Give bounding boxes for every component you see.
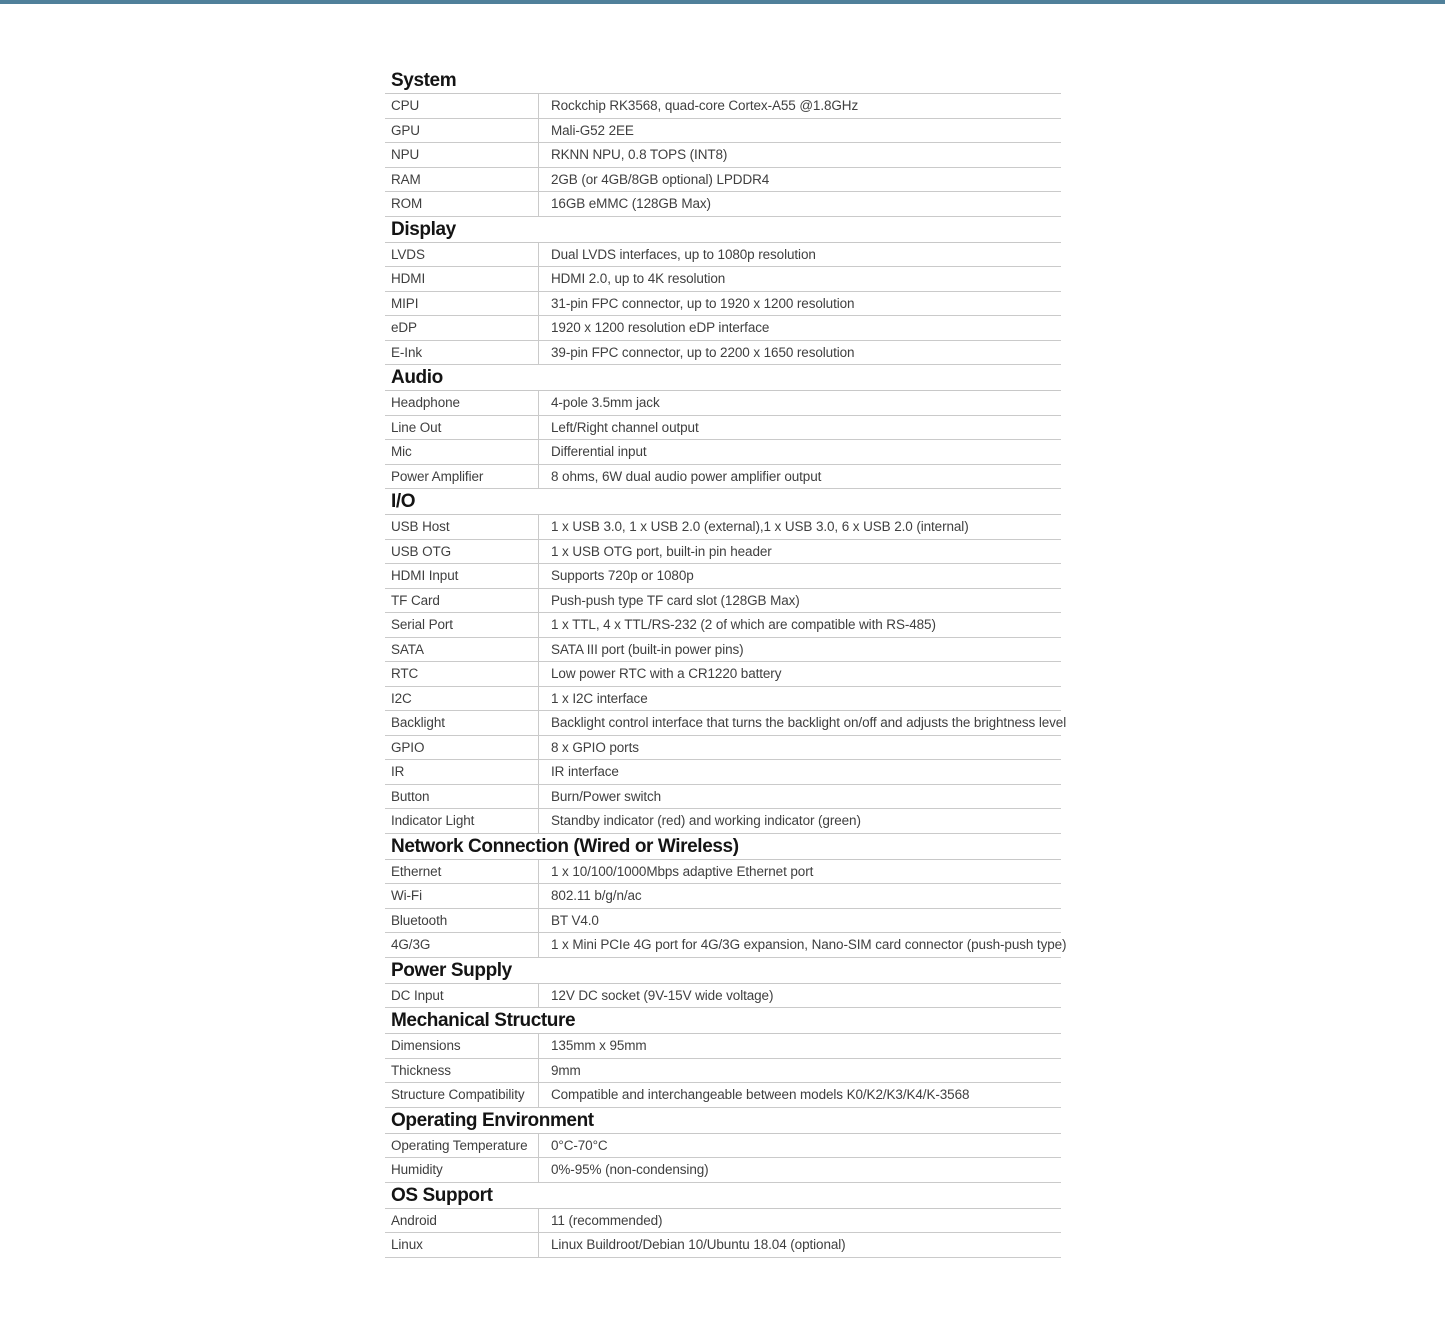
section-rows (385, 984, 1061, 1009)
spec-value: HDMI 2.0, up to 4K resolution (551, 271, 726, 286)
spec-value: Left/Right channel output (551, 419, 699, 435)
spec-row (385, 760, 1061, 785)
spec-label: LVDS (385, 243, 539, 267)
spec-row (385, 1134, 1061, 1159)
spec-value: Rockchip RK3568, quad-core Cortex-A55 @1.8GHz (551, 98, 859, 113)
spec-label: Wi-Fi (385, 884, 539, 908)
spec-label: CPU (385, 94, 539, 118)
spec-row (385, 613, 1061, 638)
spec-row (385, 465, 1061, 490)
spec-row (385, 860, 1061, 885)
spec-label: Backlight (385, 711, 539, 735)
spec-label: Bluetooth (385, 909, 539, 933)
section-rows (385, 515, 1067, 834)
spec-label: Thickness (385, 1059, 539, 1083)
spec-label: GPU (385, 119, 539, 143)
spec-value: 0%-95% (non-condensing) (551, 1162, 709, 1177)
spec-row (385, 143, 1061, 168)
spec-label: Humidity (385, 1158, 539, 1182)
section-title: Power Supply (385, 958, 1061, 984)
spec-value: BT V4.0 (551, 912, 599, 928)
section-rows (385, 94, 1061, 217)
section-title: Display (385, 217, 1061, 243)
spec-row (385, 711, 1067, 736)
spec-section (385, 217, 1061, 366)
spec-row (385, 1083, 1061, 1108)
spec-value: SATA III port (built-in power pins) (551, 641, 744, 657)
spec-value: 1 x Mini PCIe 4G port for 4G/3G expansion, Nano-SIM card connector (push-push type) (551, 937, 1067, 952)
spec-value: 1920 x 1200 resolution eDP interface (551, 320, 770, 335)
spec-value: 16GB eMMC (128GB Max) (551, 196, 711, 211)
spec-sheet (385, 68, 1067, 1258)
spec-label: 4G/3G (385, 933, 539, 957)
spec-label: Operating Temperature (385, 1134, 539, 1158)
spec-label: eDP (385, 316, 539, 340)
section-rows (385, 391, 1061, 489)
spec-value: 1 x USB 3.0, 1 x USB 2.0 (external),1 x USB 3.0, 6 x USB 2.0 (internal) (551, 519, 969, 534)
spec-section (385, 489, 1067, 834)
spec-row (385, 243, 1061, 268)
spec-label: Line Out (385, 416, 539, 440)
spec-label: Headphone (385, 391, 539, 415)
spec-sections-container (385, 68, 1067, 1258)
spec-row (385, 884, 1061, 909)
spec-label: SATA (385, 638, 539, 662)
spec-row (385, 1233, 1061, 1258)
spec-value: 802.11 b/g/n/ac (551, 888, 642, 903)
spec-row (385, 785, 1061, 810)
spec-section (385, 1183, 1061, 1258)
spec-value: Supports 720p or 1080p (551, 568, 694, 583)
section-title: Mechanical Structure (385, 1008, 1061, 1034)
spec-row (385, 638, 1061, 663)
section-title: Audio (385, 365, 1061, 391)
spec-row (385, 94, 1061, 119)
spec-value: Differential input (551, 444, 647, 459)
spec-label: Structure Compatibility (385, 1083, 539, 1107)
spec-label: HDMI Input (385, 564, 539, 588)
spec-row (385, 292, 1061, 317)
spec-row (385, 1158, 1061, 1183)
spec-label: Power Amplifier (385, 465, 539, 489)
spec-row (385, 909, 1061, 934)
spec-label: RTC (385, 662, 539, 686)
spec-row (385, 662, 1061, 687)
spec-label: NPU (385, 143, 539, 167)
spec-row (385, 589, 1061, 614)
spec-value: 9mm (551, 1062, 581, 1078)
spec-value: Push-push type TF card slot (128GB Max) (551, 592, 800, 608)
spec-value: 12V DC socket (9V-15V wide voltage) (551, 987, 774, 1003)
spec-value: Compatible and interchangeable between models K0/K2/K3/K4/K-3568 (551, 1087, 970, 1102)
spec-value: 1 x I2C interface (551, 690, 648, 706)
spec-section (385, 1108, 1061, 1183)
spec-label: Serial Port (385, 613, 539, 637)
spec-label: ROM (385, 192, 539, 216)
spec-row (385, 1034, 1061, 1059)
spec-section (385, 834, 1067, 958)
spec-label: Android (385, 1209, 539, 1233)
spec-row (385, 736, 1061, 761)
spec-value: Standby indicator (red) and working indicator (green) (551, 813, 861, 828)
spec-section (385, 958, 1061, 1009)
spec-label: MIPI (385, 292, 539, 316)
spec-label: USB OTG (385, 540, 539, 564)
section-title: Network Connection (Wired or Wireless) (385, 834, 1061, 860)
spec-value: 8 x GPIO ports (551, 739, 639, 755)
section-title: OS Support (385, 1183, 1061, 1209)
spec-value: 11 (recommended) (551, 1212, 663, 1228)
spec-row (385, 540, 1061, 565)
spec-value: RKNN NPU, 0.8 TOPS (INT8) (551, 147, 728, 162)
section-rows (385, 1034, 1061, 1108)
spec-row (385, 316, 1061, 341)
spec-value: Linux Buildroot/Debian 10/Ubuntu 18.04 (optional) (551, 1237, 846, 1252)
spec-row (385, 119, 1061, 144)
spec-row (385, 809, 1061, 834)
spec-row (385, 984, 1061, 1009)
spec-label: TF Card (385, 589, 539, 613)
spec-section (385, 1008, 1061, 1108)
spec-label: Mic (385, 440, 539, 464)
spec-section (385, 365, 1061, 489)
spec-value: 4-pole 3.5mm jack (551, 395, 660, 410)
spec-label: GPIO (385, 736, 539, 760)
spec-value: 1 x 10/100/1000Mbps adaptive Ethernet port (551, 863, 814, 879)
section-rows (385, 860, 1067, 958)
top-accent-bar (0, 0, 1445, 4)
spec-value: 8 ohms, 6W dual audio power amplifier output (551, 468, 822, 484)
section-rows (385, 1134, 1061, 1183)
spec-label: Button (385, 785, 539, 809)
spec-value: IR interface (551, 764, 619, 779)
spec-value: 31-pin FPC connector, up to 1920 x 1200 resolution (551, 295, 855, 311)
section-title: System (385, 68, 1061, 94)
spec-value: 0°C-70°C (551, 1137, 608, 1153)
spec-label: Indicator Light (385, 809, 539, 833)
spec-value: 1 x USB OTG port, built-in pin header (551, 543, 772, 559)
spec-row (385, 933, 1067, 958)
spec-value: Dual LVDS interfaces, up to 1080p resolution (551, 246, 816, 262)
spec-label: IR (385, 760, 539, 784)
spec-value: Low power RTC with a CR1220 battery (551, 666, 782, 681)
spec-row (385, 687, 1061, 712)
section-rows (385, 243, 1061, 366)
spec-row (385, 1209, 1061, 1234)
section-title: Operating Environment (385, 1108, 1061, 1134)
spec-row (385, 341, 1061, 366)
spec-value: Backlight control interface that turns the backlight on/off and adjusts the brightness level (551, 715, 1067, 730)
spec-label: USB Host (385, 515, 539, 539)
spec-row (385, 391, 1061, 416)
spec-row (385, 168, 1061, 193)
spec-label: DC Input (385, 984, 539, 1008)
spec-row (385, 515, 1061, 540)
spec-row (385, 564, 1061, 589)
spec-label: Dimensions (385, 1034, 539, 1058)
spec-row (385, 192, 1061, 217)
spec-value: Mali-G52 2EE (551, 122, 634, 138)
section-title: I/O (385, 489, 1061, 515)
spec-section (385, 68, 1061, 217)
spec-label: I2C (385, 687, 539, 711)
section-rows (385, 1209, 1061, 1258)
spec-value: 1 x TTL, 4 x TTL/RS-232 (2 of which are compatible with RS-485) (551, 617, 936, 632)
spec-row (385, 440, 1061, 465)
spec-label: Linux (385, 1233, 539, 1257)
spec-value: 39-pin FPC connector, up to 2200 x 1650 resolution (551, 344, 855, 360)
spec-value: 135mm x 95mm (551, 1038, 647, 1053)
spec-row (385, 267, 1061, 292)
spec-label: RAM (385, 168, 539, 192)
spec-row (385, 416, 1061, 441)
spec-label: Ethernet (385, 860, 539, 884)
spec-label: E-Ink (385, 341, 539, 365)
spec-value: Burn/Power switch (551, 788, 662, 804)
spec-row (385, 1059, 1061, 1084)
spec-label: HDMI (385, 267, 539, 291)
spec-value: 2GB (or 4GB/8GB optional) LPDDR4 (551, 171, 770, 187)
